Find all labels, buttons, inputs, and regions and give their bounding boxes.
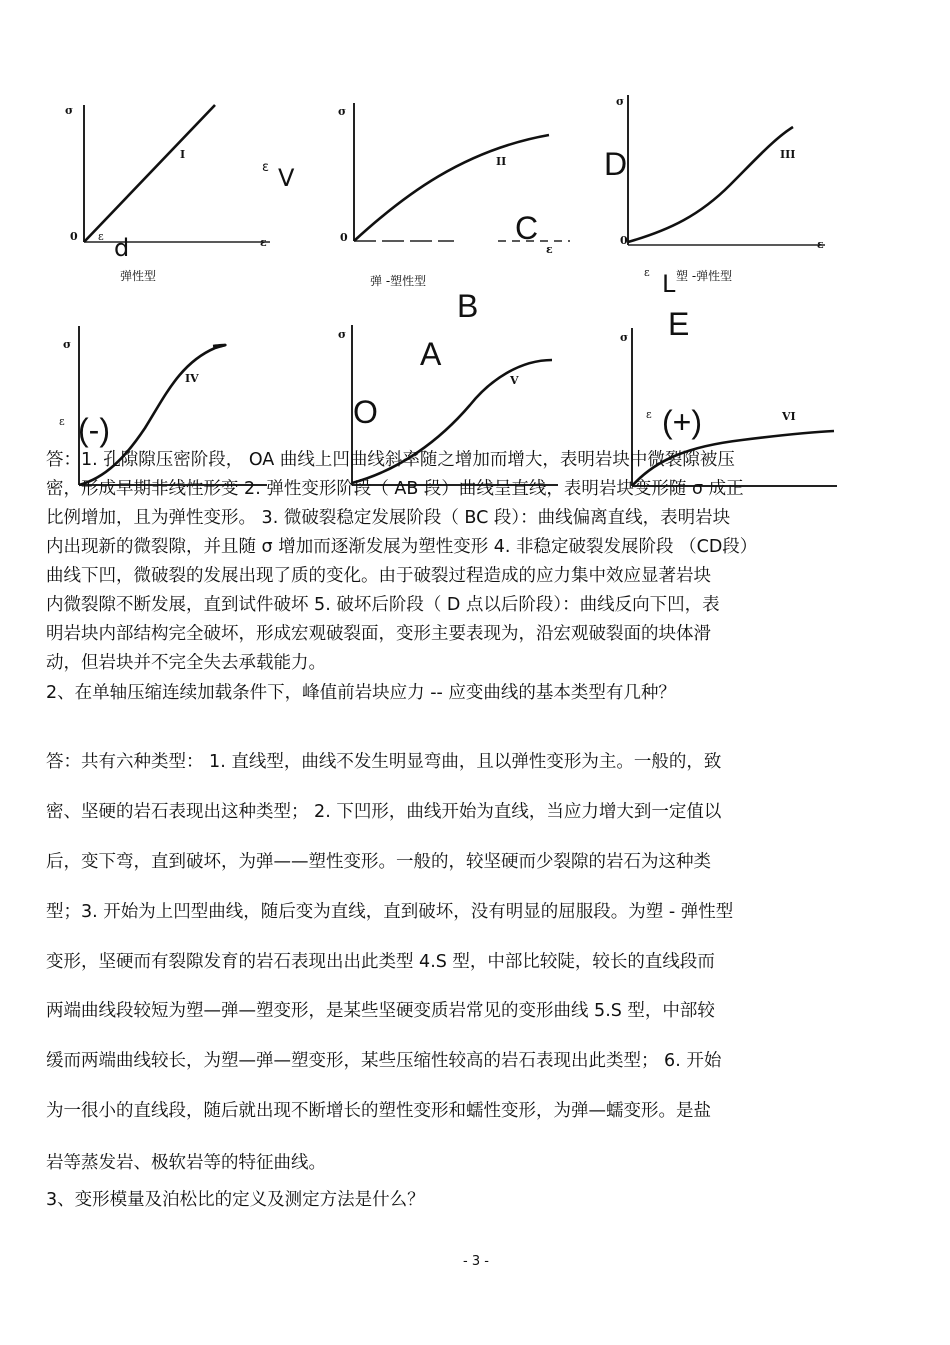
curve-III xyxy=(628,127,796,242)
page-number: - 3 - xyxy=(463,1254,489,1269)
text-line: 明岩块内部结构完全破坏，形成宏观破裂面，变形主要表现为，沿宏观破裂面的块体滑 xyxy=(46,624,711,644)
text-line: 内微裂隙不断发展，直到试件破坏 5. 破坏后阶段（ D 点以后阶段）：曲线反向下凹，表 xyxy=(46,595,720,615)
epsilon-label: ε xyxy=(59,415,65,428)
letter-A: A xyxy=(420,336,442,372)
letter-L: L xyxy=(662,270,676,298)
text-line: 岩等蒸发岩、极软岩等的特征曲线。 xyxy=(46,1153,326,1173)
figure-elastic xyxy=(60,90,280,290)
x-axis-label: ε xyxy=(260,236,267,249)
x-axis-label: ε xyxy=(546,243,553,256)
text-line: 内出现新的微裂隙，并且随 σ 增加而逐渐发展为塑性变形 4. 非稳定破裂发展阶段 （CD段） xyxy=(46,537,758,557)
curve-label: II xyxy=(496,155,507,168)
origin-label: 0 xyxy=(340,231,348,244)
text-line: 两端曲线段较短为塑—弹—塑变形，是某些坚硬变质岩常见的变形曲线 5.S 型，中部较 xyxy=(46,1001,715,1021)
y-axis-label: σ xyxy=(63,338,72,351)
question-3: 3、变形模量及泊松比的定义及测定方法是什么？ xyxy=(46,1190,425,1210)
letter-d-small: d xyxy=(114,234,130,262)
curve-label: VI xyxy=(782,410,796,423)
y-axis-label: σ xyxy=(65,104,74,117)
y-axis-label: σ xyxy=(616,95,625,108)
y-axis-label: σ xyxy=(338,328,347,341)
letter-B: B xyxy=(457,288,479,324)
label-plus: (+) xyxy=(662,404,702,440)
origin-label: 0 xyxy=(70,230,78,243)
text-line: 型；3. 开始为上凹型曲线，随后变为直线，直到破坏，没有明显的屈服段。为塑 - 弹性型 xyxy=(46,902,734,922)
label-minus: (-) xyxy=(78,412,110,448)
figure-elastic-plastic-plot xyxy=(334,95,574,295)
y-axis-label: σ xyxy=(338,105,347,118)
text-line: 答：1. 孔隙隙压密阶段， OA 曲线上凹曲线斜率随之增加而增大，表明岩块中微裂隙被压 xyxy=(46,450,735,470)
x-axis-label: ε xyxy=(817,238,824,251)
text-line: 为一很小的直线段，随后就出现不断增长的塑性变形和蠕性变形，为弹—蠕变形。是盐 xyxy=(46,1101,711,1121)
figure-elastic-plastic xyxy=(334,95,574,295)
letter-C: C xyxy=(515,210,539,246)
text-line: 曲线下凹，微破裂的发展出现了质的变化。由于破裂过程造成的应力集中效应显著岩块 xyxy=(46,566,711,586)
letter-E: E xyxy=(668,306,690,342)
figure-plastic-elastic-plot xyxy=(610,90,840,290)
curve-label: I xyxy=(180,148,186,161)
epsilon-label: ε xyxy=(646,408,652,421)
text-line: 后，变下弯，直到破坏，为弹——塑性变形。一般的，较坚硬而少裂隙的岩石为这种类 xyxy=(46,852,711,872)
figure-plastic-elastic xyxy=(610,90,840,290)
figure-caption: 弹 -塑性型 xyxy=(370,274,427,288)
text-line: 比例增加，且为弹性变形。 3. 微破裂稳定发展阶段（ BC 段）：曲线偏离直线，表明岩块 xyxy=(46,508,731,528)
curve-I xyxy=(84,105,215,242)
origin-label: 0 xyxy=(620,234,628,247)
figure-caption: 塑 -弹性型 xyxy=(676,269,733,283)
question-2: 2、在单轴压缩连续加载条件下，峰值前岩块应力 -- 应变曲线的基本类型有几种？ xyxy=(46,683,676,703)
epsilon-label: ε xyxy=(644,266,650,279)
text-line: 动，但岩块并不完全失去承载能力。 xyxy=(46,653,326,673)
epsilon-label: ε xyxy=(98,230,104,243)
text-line: 密，形成早期非线性形变 2. 弹性变形阶段（ AB 段）曲线呈直线，表明岩块变形随 σ 成正 xyxy=(46,479,744,499)
curve-label: IV xyxy=(185,372,199,385)
text-line: 密、坚硬的岩石表现出这种类型； 2. 下凹形，曲线开始为直线，当应力增大到一定值以 xyxy=(46,802,722,822)
letter-O: O xyxy=(353,394,378,430)
curve-label: III xyxy=(780,148,796,161)
curve-label: V xyxy=(510,374,519,387)
letter-v: V xyxy=(278,164,295,192)
text-line: 变形，坚硬而有裂隙发育的岩石表现出出此类型 4.S 型，中部比较陡，较长的直线段而 xyxy=(46,952,715,972)
letter-epsilon: ε xyxy=(262,160,270,175)
figure-elastic-plot xyxy=(60,90,280,290)
text-line: 缓而两端曲线较长，为塑—弹—塑变形，某些压缩性较高的岩石表现出此类型； 6. 开始 xyxy=(46,1051,722,1071)
figure-caption: 弹性型 xyxy=(120,269,157,283)
letter-D: D xyxy=(604,146,628,182)
text-line: 答：共有六种类型： 1. 直线型，曲线不发生明显弯曲，且以弹性变形为主。一般的，致 xyxy=(46,752,722,772)
y-axis-label: σ xyxy=(620,331,629,344)
